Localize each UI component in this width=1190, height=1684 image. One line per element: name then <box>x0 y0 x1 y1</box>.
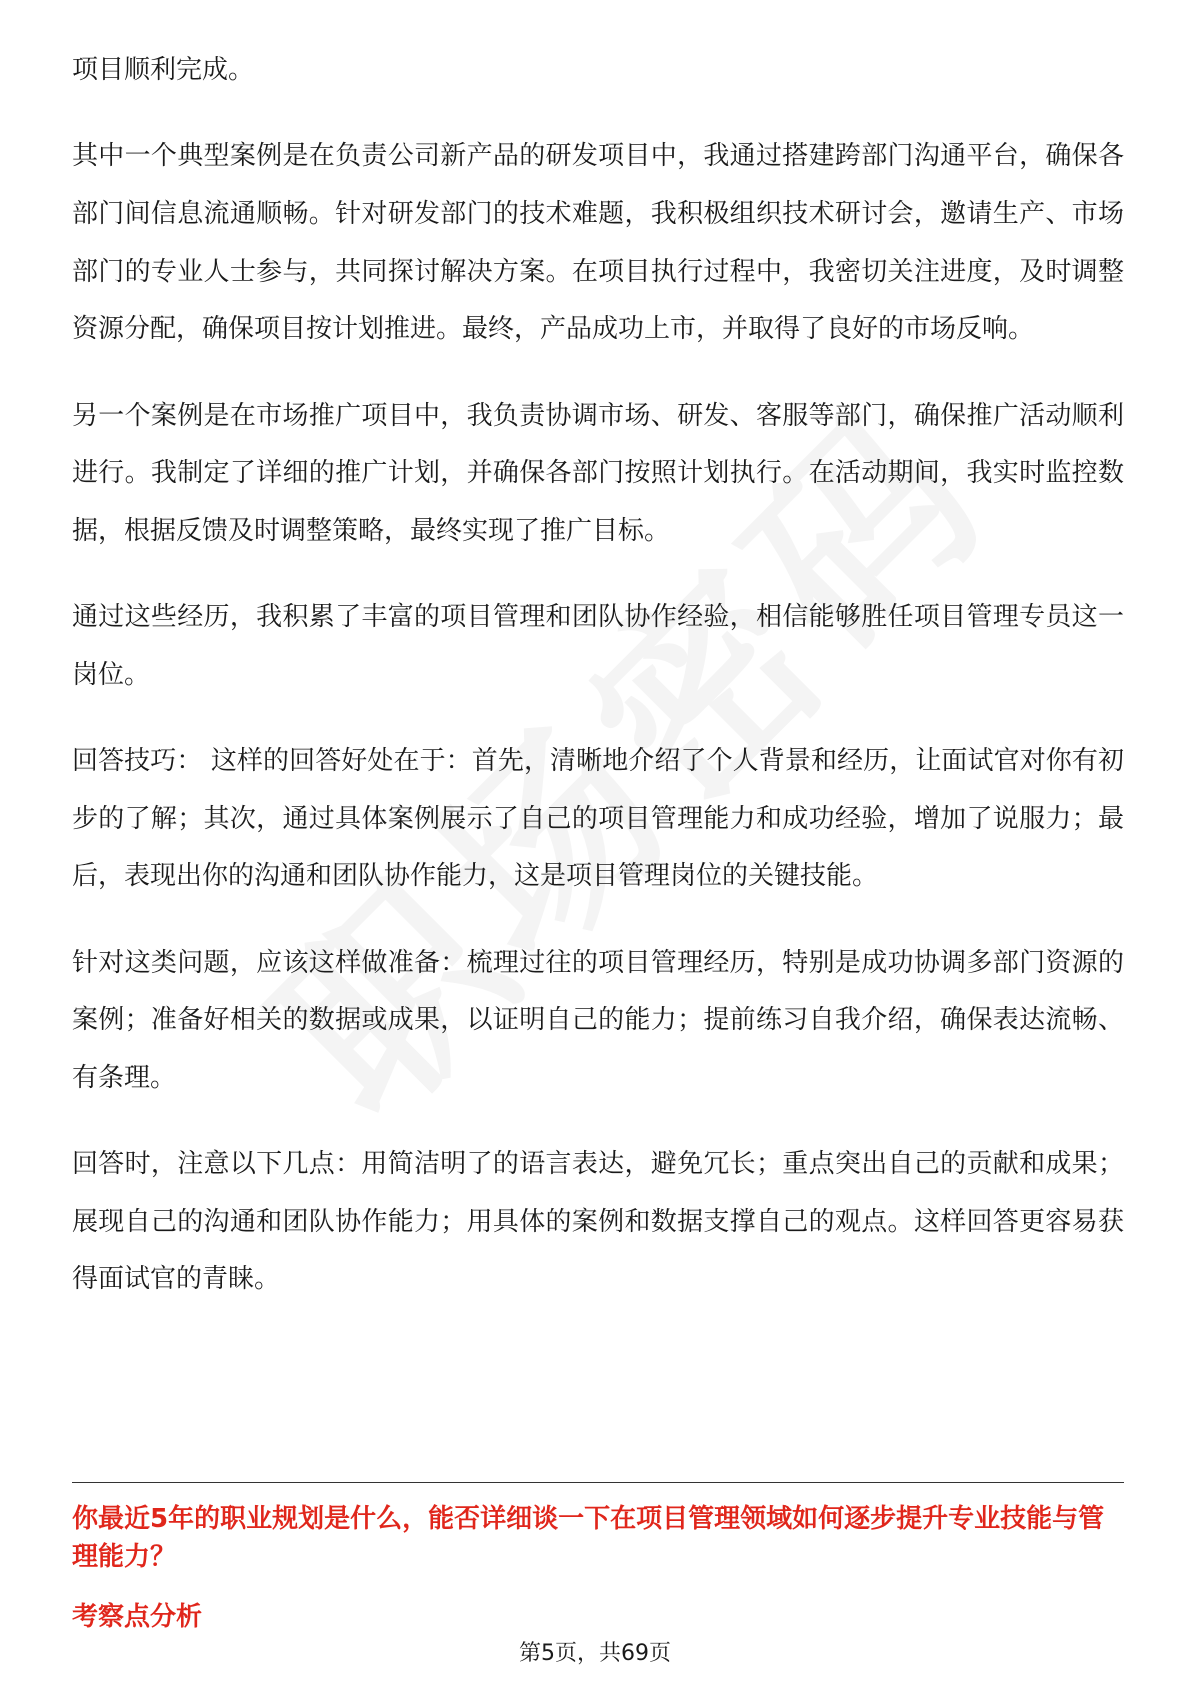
paragraph-preparation: 针对这类问题，应该这样做准备：梳理过往的项目管理经历，特别是成功协调多部门资源的案例；准备好相关的数据或成果，以证明自己的能力；提前练习自我介绍，确保表达流畅、有条理。 <box>72 947 1124 1093</box>
section-divider <box>72 1482 1124 1483</box>
paragraph-answer-notes: 回答时，注意以下几点：用简洁明了的语言表达，避免冗长；重点突出自己的贡献和成果；展现自己的沟通和团队协作能力；用具体的案例和数据支撑自己的观点。这样回答更容易获得面试官的青睐。 <box>72 1149 1124 1295</box>
page-number: 第5页，共69页 <box>519 1641 671 1666</box>
section-heading: 考察点分析 <box>72 1602 203 1632</box>
paragraph-answer-tips: 回答技巧： 这样的回答好处在于：首先，清晰地介绍了个人背景和经历，让面试官对你有初步的了解；其次，通过具体案例展示了自己的项目管理能力和成功经验，增加了说服力；最后，表现出你的沟通和团队协作能力，这是项目管理岗位的关键技能。 <box>72 746 1124 892</box>
paragraph-summary: 通过这些经历，我积累了丰富的项目管理和团队协作经验，相信能够胜任项目管理专员这一岗位。 <box>72 602 1124 690</box>
document-body <box>72 42 1124 1338</box>
paragraph-case-two: 另一个案例是在市场推广项目中，我负责协调市场、研发、客服等部门，确保推广活动顺利进行。我制定了详细的推广计划，并确保各部门按照计划执行。在活动期间，我实时监控数据，根据反馈及时调整策略，最终实现了推广目标。 <box>72 400 1124 546</box>
paragraph-case-one: 其中一个典型案例是在负责公司新产品的研发项目中，我通过搭建跨部门沟通平台，确保各部门间信息流通顺畅。针对研发部门的技术难题，我积极组织技术研讨会，邀请生产、市场部门的专业人士参与，共同探讨解决方案。在项目执行过程中，我密切关注进度，及时调整资源分配，确保项目按计划推进。最终，产品成功上市，并取得了良好的市场反响。 <box>72 141 1124 345</box>
paragraph-continuation: 项目顺利完成。 <box>72 55 255 85</box>
interview-question: 你最近5年的职业规划是什么，能否详细谈一下在项目管理领域如何逐步提升专业技能与管理能力？ <box>72 1504 1105 1572</box>
